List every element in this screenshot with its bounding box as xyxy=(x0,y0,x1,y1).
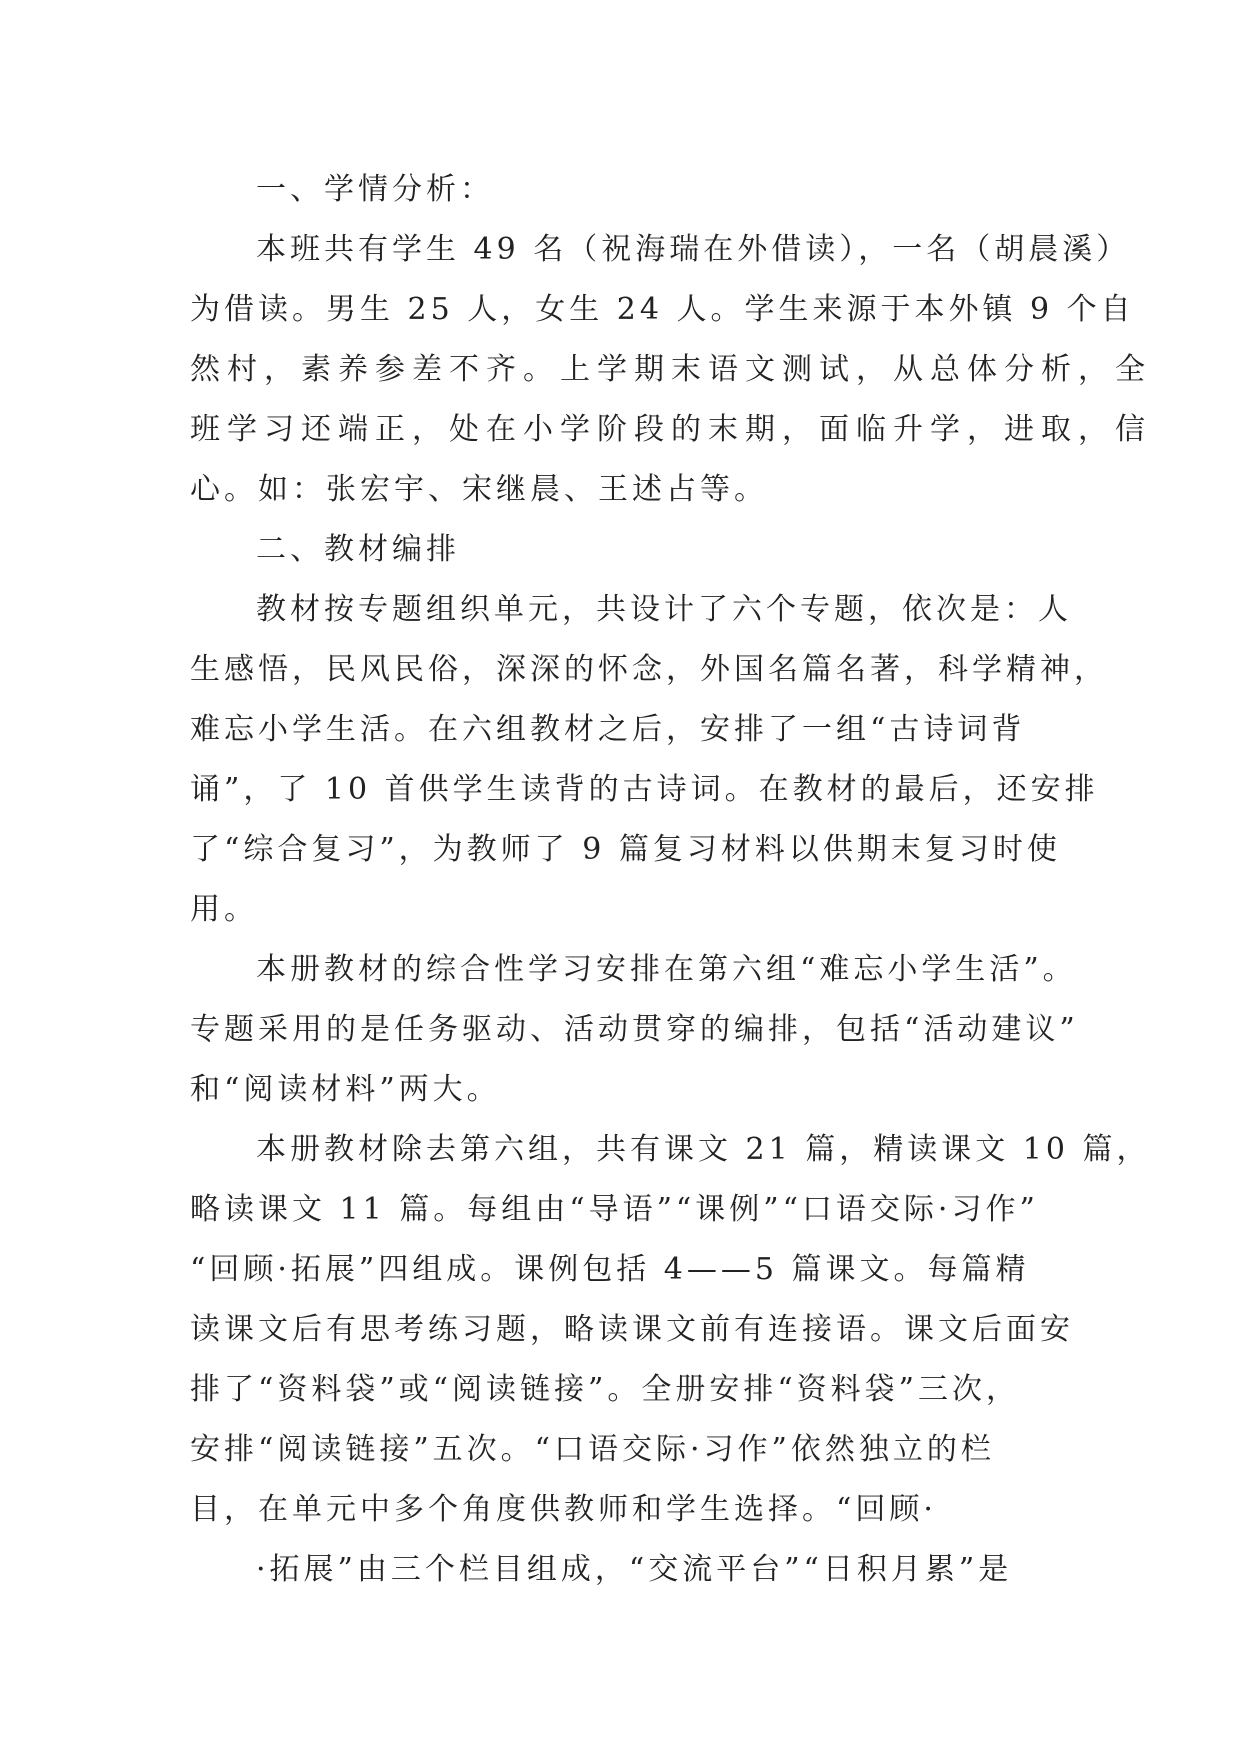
paragraph-line: 安排“阅读链接”五次。“口语交际·习作”依然独立的栏 xyxy=(190,1432,995,1467)
section-heading-textbook-layout: 二、教材编排 xyxy=(256,532,460,567)
paragraph-line: ·拓展”由三个栏目组成，“交流平台”“日积月累”是 xyxy=(256,1552,1013,1587)
paragraph-line: 了“综合复习”，为教师了 9 篇复习材料以供期末复习时使 xyxy=(190,832,1061,867)
paragraph-line: 排了“资料袋”或“阅读链接”。全册安排“资料袋”三次， xyxy=(190,1372,1021,1407)
paragraph-line: 然村，素养参差不齐。上学期末语文测试，从总体分析，全 xyxy=(190,352,1152,387)
paragraph-line: “回顾·拓展”四组成。课例包括 4——5 篇课文。每篇精 xyxy=(190,1252,1030,1287)
paragraph-line: 读课文后有思考练习题，略读课文前有连接语。课文后面安 xyxy=(190,1312,1074,1347)
paragraph-line: 班学习还端正，处在小学阶段的末期，面临升学，进取，信 xyxy=(190,412,1152,447)
paragraph-line: 本班共有学生 49 名（祝海瑞在外借读），一名（胡晨溪） xyxy=(256,232,1131,267)
document-body xyxy=(190,160,1152,1600)
paragraph-line: 难忘小学生活。在六组教材之后，安排了一组“古诗词背 xyxy=(190,712,1026,747)
paragraph-line: 本册教材的综合性学习安排在第六组“难忘小学生活”。 xyxy=(256,952,1077,987)
paragraph-line: 目，在单元中多个角度供教师和学生选择。“回顾· xyxy=(190,1492,937,1527)
paragraph-line: 生感悟，民风民俗，深深的怀念，外国名篇名著，科学精神， xyxy=(190,652,1108,687)
paragraph-line: 心。如：张宏宇、宋继晨、王述占等。 xyxy=(190,472,768,507)
paragraph-line: 专题采用的是任务驱动、活动贯穿的编排，包括“活动建议” xyxy=(190,1012,1079,1047)
paragraph-line: 本册教材除去第六组，共有课文 21 篇，精读课文 10 篇， xyxy=(256,1132,1151,1167)
paragraph-line: 教材按专题组织单元，共设计了六个专题，依次是：人 xyxy=(256,592,1072,627)
paragraph-line: 为借读。男生 25 人，女生 24 人。学生来源于本外镇 9 个自 xyxy=(190,292,1135,327)
paragraph-line: 诵”，了 10 首供学生读背的古诗词。在教材的最后，还安排 xyxy=(190,772,1099,807)
paragraph-line: 略读课文 11 篇。每组由“导语”“课例”“口语交际·习作” xyxy=(190,1192,1039,1227)
section-heading-student-analysis: 一、学情分析： xyxy=(256,172,494,207)
paragraph-line: 用。 xyxy=(190,892,258,927)
paragraph-line: 和“阅读材料”两大。 xyxy=(190,1072,501,1107)
